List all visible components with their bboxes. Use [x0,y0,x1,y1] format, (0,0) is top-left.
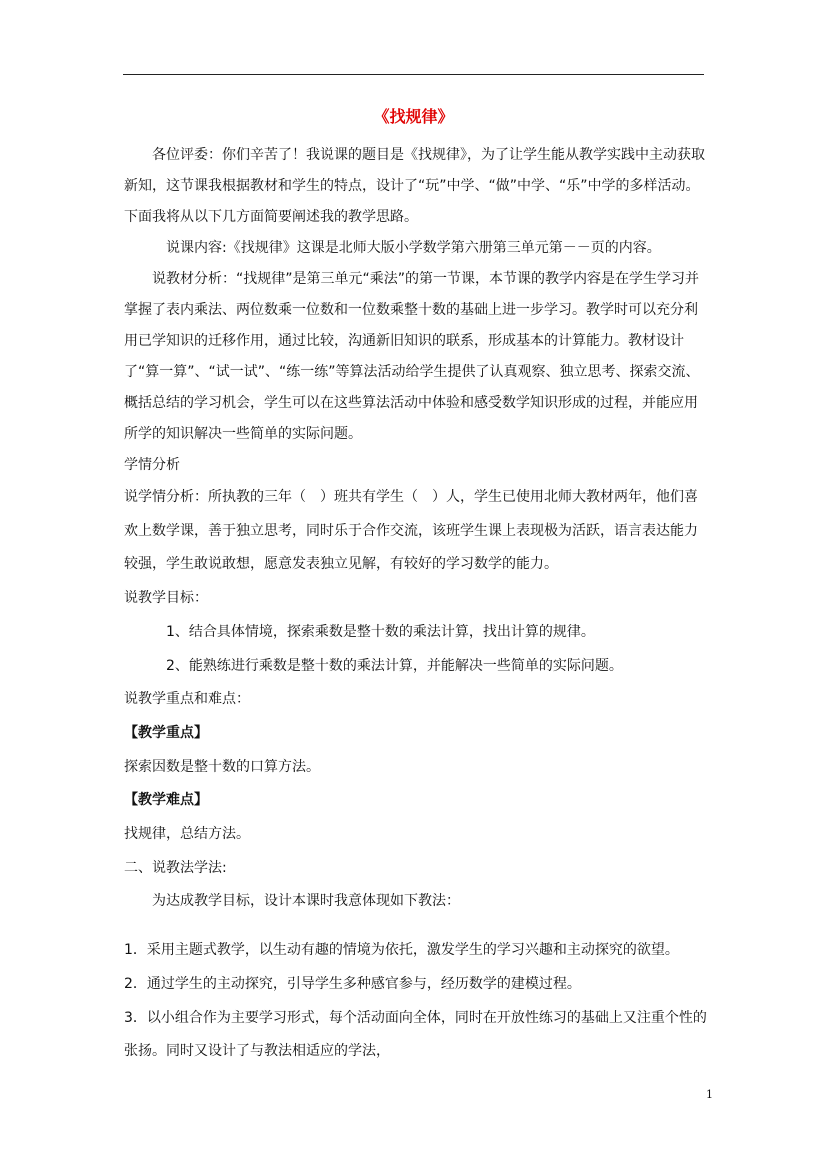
method-item: 2．通过学生的主动探究，引导学生多种感官参与，经历数学的建模过程。 [124,975,581,992]
objective-item: 2、能熟练进行乘数是整十数的乘法计算，并能解决一些简单的实际问题。 [166,657,623,674]
textbook-analysis-paragraph: 说教材分析：“找规律”是第三单元“乘法”的第一节课，本节课的教学内容是在学生学习并掌握了表内乘法、两位数乘一位数和一位数乘整十数的基础上进一步学习。教学时可以充分利用已学知识的迁移作用，通过比较，沟通新旧知识的联系，形成基本的计算能力。教材设计了“算一算”、“试一试”、“练一练”等算法活动给学生提供了认真观察、独立思考、探索交流、概括总结的学习机会，学生可以在这些算法活动中体验和感受数学知识形成的过程，并能应用所学的知识解决一些简单的实际问题。 [124,271,700,442]
lesson-content-paragraph: 说课内容:《找规律》这课是北师大版小学数学第六册第三单元第－－页的内容。 [166,240,661,256]
method-item: 3．以小组合作为主要学习形式，每个活动面向全体，同时在开放性练习的基础上又注重个性的张扬。同时又设计了与教法相适应的学法， [124,1009,707,1060]
key-point-text: 探索因数是整十数的口算方法。 [124,758,320,775]
section-heading-student-analysis: 学情分析 [124,457,180,473]
section-heading-objectives: 说教学目标： [124,590,208,607]
document-title: 《找规律》 [373,107,454,126]
objective-item: 1、结合具体情境，探索乘数是整十数的乘法计算，找出计算的规律。 [166,623,595,640]
intro-paragraph: 各位评委：你们辛苦了！我说课的题目是《找规律》，为了让学生能从教学实践中主动获取新知，这节课我根据教材和学生的特点，设计了“玩”中学、“做”中学、“乐”中学的多样活动。下面我将从以下几方面简要阐述我的教学思路。 [124,147,705,225]
difficult-point-text: 找规律，总结方法。 [124,826,250,843]
page-number: 1 [706,1088,713,1101]
method-item: 1．采用主题式教学，以生动有趣的情境为依托，激发学生的学习兴趣和主动探究的欲望。 [124,942,679,959]
section-heading-methods: 二、说教法学法: [124,859,227,876]
student-analysis-paragraph: 说学情分析：所执教的三年（ ）班共有学生（ ）人，学生已使用北师大教材两年，他们喜欢上数学课，善于独立思考，同时乐于合作交流，该班学生课上表现极为活跃，语言表达能力较强，学生敢说敢想，愿意发表独立见解，有较好的学习数学的能力。 [124,489,698,573]
blank-line [124,919,710,934]
header-rule [123,74,704,75]
document-body [124,140,710,1069]
key-point-label: 【教学重点】 [124,724,208,741]
difficult-point-label: 【教学难点】 [124,792,208,809]
methods-intro: 为达成教学目标，设计本课时我意体现如下教法： [152,893,460,910]
section-heading-key-points: 说教学重点和难点： [124,691,250,708]
